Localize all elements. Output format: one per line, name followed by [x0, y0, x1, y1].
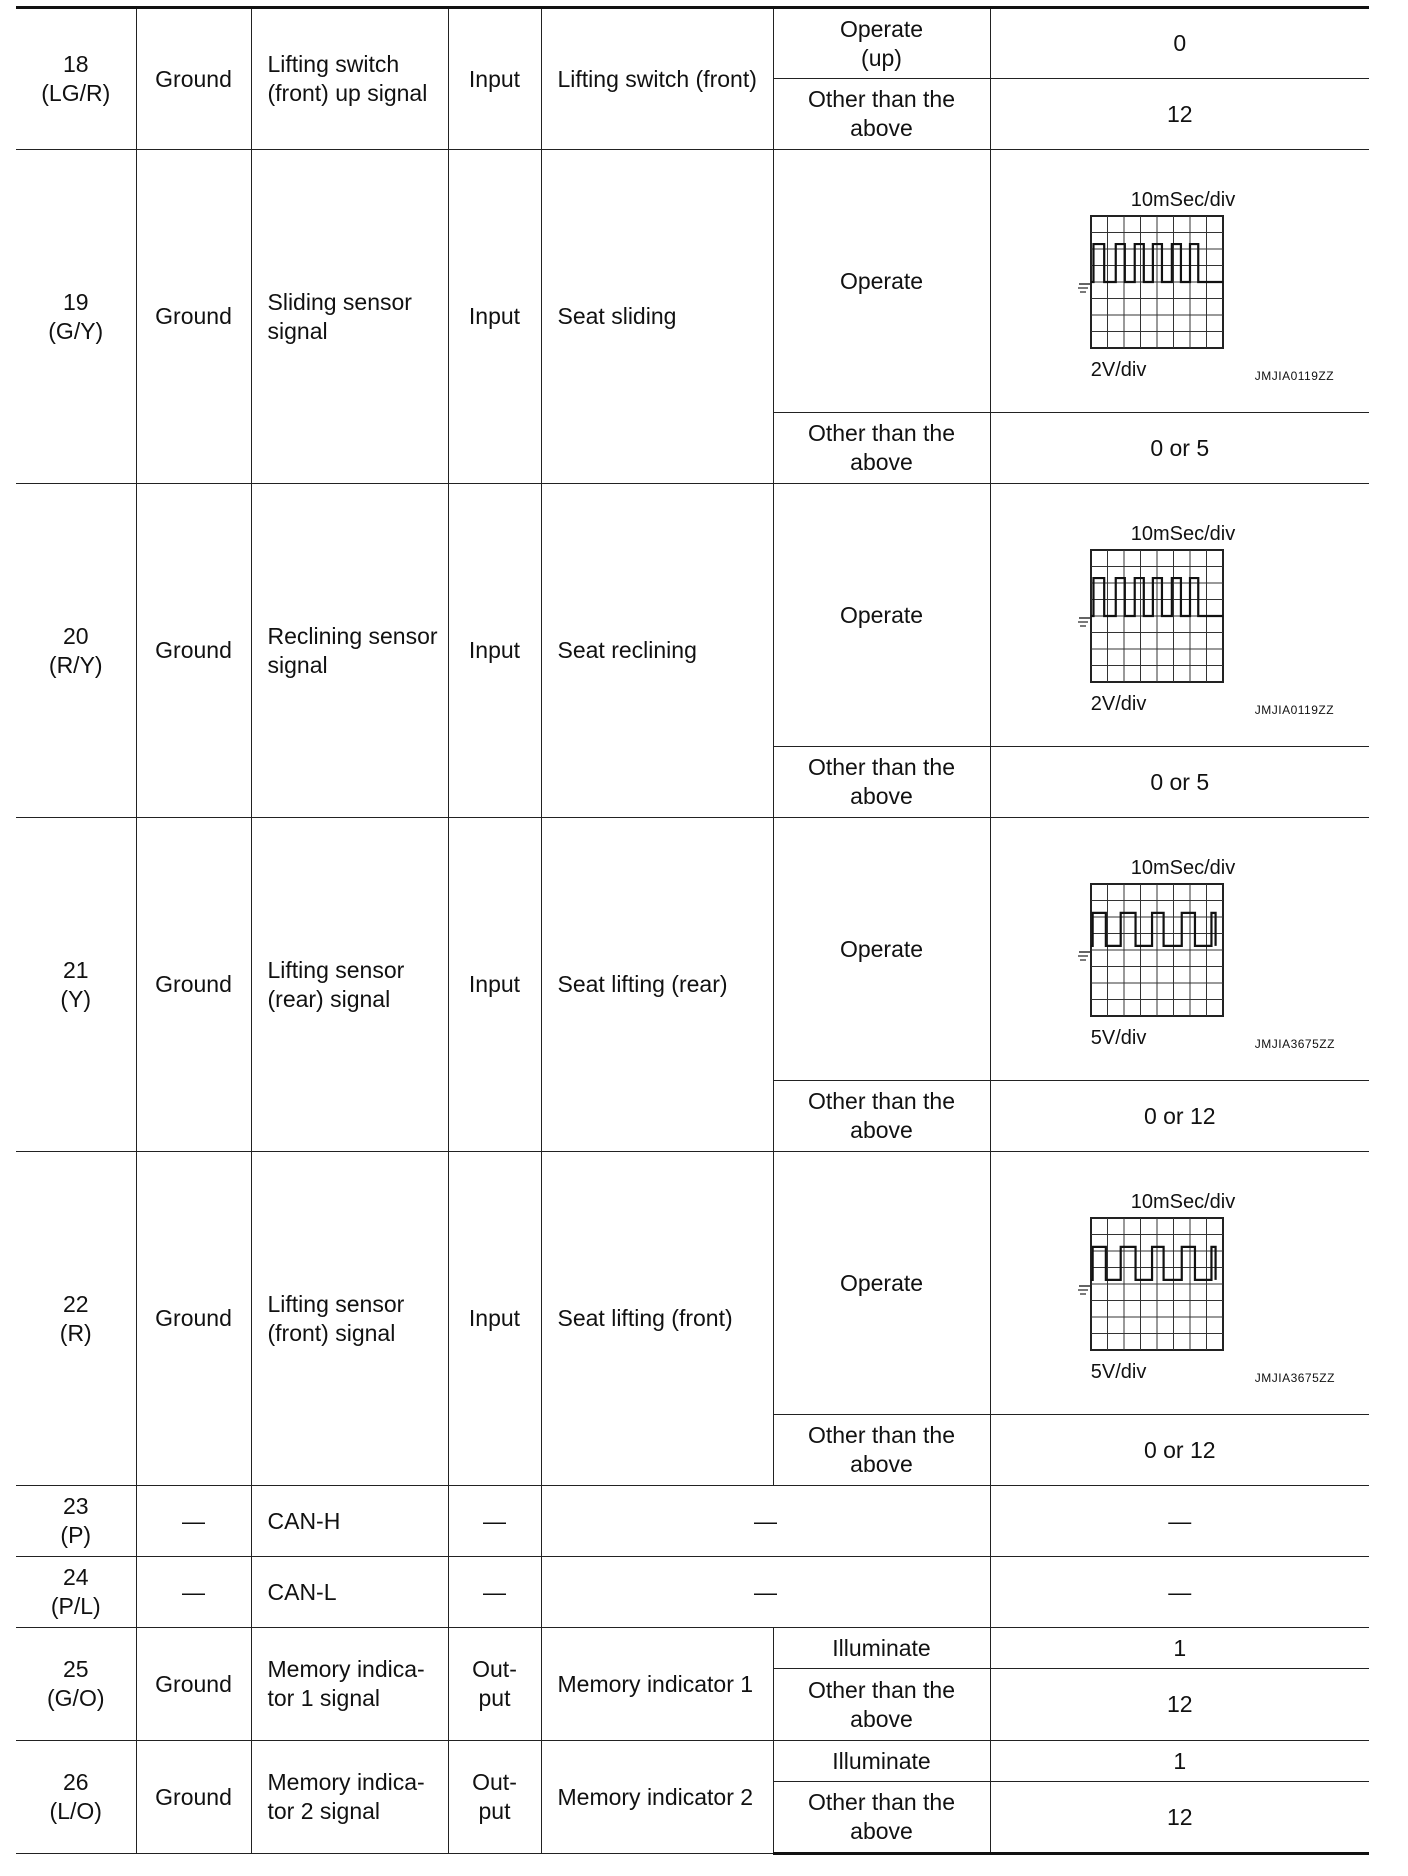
- terminal-table: [16, 6, 1369, 1855]
- value-cell: 12: [990, 1669, 1369, 1741]
- reference-cell: Ground: [136, 1741, 251, 1854]
- oscilloscope-figure: [1015, 844, 1345, 1054]
- reference-cell: Ground: [136, 818, 251, 1152]
- time-div-label: 10mSec/div: [1130, 857, 1236, 879]
- signal-name-cell: Lifting switch (front) up signal: [251, 8, 448, 150]
- state-cell: Other than the above: [773, 79, 990, 150]
- figure-id: JMJIA0119ZZ: [1254, 703, 1335, 717]
- io-cell: Input: [448, 150, 541, 484]
- state-cell: Other than the above: [773, 1782, 990, 1854]
- value-cell: 0 or 5: [990, 413, 1369, 484]
- io-cell: Out- put: [448, 1628, 541, 1741]
- waveform-trace: [1091, 913, 1216, 946]
- signal-name-cell: Lifting sensor (front) signal: [251, 1152, 448, 1486]
- signal-name-cell: CAN-L: [251, 1557, 448, 1628]
- waveform-cell: [990, 818, 1369, 1081]
- signal-name-cell: Reclining sensor signal: [251, 484, 448, 818]
- waveform-cell: [990, 484, 1369, 747]
- state-cell: Operate: [773, 484, 990, 747]
- signal-name-cell: Memory indica- tor 2 signal: [251, 1741, 448, 1854]
- signal-name-cell: Lifting sensor (rear) signal: [251, 818, 448, 1152]
- io-cell: —: [448, 1557, 541, 1628]
- state-cell: Other than the above: [773, 1669, 990, 1741]
- state-cell: Other than the above: [773, 747, 990, 818]
- state-cell: Illuminate: [773, 1741, 990, 1782]
- terminal-cell: 19 (G/Y): [16, 150, 136, 484]
- table-row: [16, 8, 1369, 79]
- state-cell: Other than the above: [773, 413, 990, 484]
- io-cell: —: [448, 1486, 541, 1557]
- terminal-cell: 20 (R/Y): [16, 484, 136, 818]
- reference-cell: Ground: [136, 1628, 251, 1741]
- value-cell: 0 or 12: [990, 1081, 1369, 1152]
- terminal-cell: 25 (G/O): [16, 1628, 136, 1741]
- terminal-cell: 22 (R): [16, 1152, 136, 1486]
- waveform-trace: [1091, 1247, 1216, 1280]
- reference-cell: Ground: [136, 484, 251, 818]
- state-cell: Operate: [773, 818, 990, 1081]
- io-cell: Input: [448, 1152, 541, 1486]
- condition-cell: —: [541, 1486, 990, 1557]
- volt-div-label: 5V/div: [1090, 1361, 1147, 1383]
- value-cell: 12: [990, 79, 1369, 150]
- table-row: [16, 1486, 1369, 1557]
- table-row: [16, 150, 1369, 413]
- value-cell: —: [990, 1486, 1369, 1557]
- terminal-cell: 23 (P): [16, 1486, 136, 1557]
- time-div-label: 10mSec/div: [1130, 523, 1236, 545]
- condition-cell: Seat lifting (rear): [541, 818, 773, 1152]
- value-cell: 0: [990, 8, 1369, 79]
- condition-cell: Seat lifting (front): [541, 1152, 773, 1486]
- volt-div-label: 2V/div: [1090, 359, 1147, 381]
- time-div-label: 10mSec/div: [1130, 1191, 1236, 1213]
- table-row: [16, 1152, 1369, 1415]
- waveform-cell: [990, 1152, 1369, 1415]
- reference-cell: —: [136, 1486, 251, 1557]
- reference-cell: —: [136, 1557, 251, 1628]
- figure-id: JMJIA3675ZZ: [1254, 1037, 1335, 1051]
- figure-id: JMJIA0119ZZ: [1254, 369, 1335, 383]
- condition-cell: Seat reclining: [541, 484, 773, 818]
- signal-name-cell: Memory indica- tor 1 signal: [251, 1628, 448, 1741]
- waveform-cell: [990, 150, 1369, 413]
- condition-cell: Memory indicator 2: [541, 1741, 773, 1854]
- terminal-cell: 18 (LG/R): [16, 8, 136, 150]
- terminal-cell: 24 (P/L): [16, 1557, 136, 1628]
- table-row: [16, 1741, 1369, 1782]
- state-cell: Operate (up): [773, 8, 990, 79]
- value-cell: 1: [990, 1628, 1369, 1669]
- volt-div-label: 2V/div: [1090, 693, 1147, 715]
- signal-name-cell: CAN-H: [251, 1486, 448, 1557]
- state-cell: Operate: [773, 150, 990, 413]
- condition-cell: —: [541, 1557, 990, 1628]
- state-cell: Other than the above: [773, 1415, 990, 1486]
- volt-div-label: 5V/div: [1090, 1027, 1147, 1049]
- table-row: [16, 818, 1369, 1081]
- condition-cell: Memory indicator 1: [541, 1628, 773, 1741]
- table-row: [16, 1557, 1369, 1628]
- value-cell: 0 or 5: [990, 747, 1369, 818]
- reference-cell: Ground: [136, 1152, 251, 1486]
- value-cell: 12: [990, 1782, 1369, 1854]
- value-cell: 0 or 12: [990, 1415, 1369, 1486]
- terminal-cell: 26 (L/O): [16, 1741, 136, 1854]
- state-cell: Illuminate: [773, 1628, 990, 1669]
- table-row: [16, 484, 1369, 747]
- io-cell: Input: [448, 818, 541, 1152]
- terminal-cell: 21 (Y): [16, 818, 136, 1152]
- io-cell: Out- put: [448, 1741, 541, 1854]
- io-cell: Input: [448, 484, 541, 818]
- signal-name-cell: Sliding sensor signal: [251, 150, 448, 484]
- time-div-label: 10mSec/div: [1130, 189, 1236, 211]
- state-cell: Operate: [773, 1152, 990, 1415]
- value-cell: 1: [990, 1741, 1369, 1782]
- reference-cell: Ground: [136, 150, 251, 484]
- state-cell: Other than the above: [773, 1081, 990, 1152]
- oscilloscope-figure: [1015, 176, 1345, 386]
- table-row: [16, 1628, 1369, 1669]
- condition-cell: Lifting switch (front): [541, 8, 773, 150]
- reference-cell: Ground: [136, 8, 251, 150]
- figure-id: JMJIA3675ZZ: [1254, 1371, 1335, 1385]
- value-cell: —: [990, 1557, 1369, 1628]
- condition-cell: Seat sliding: [541, 150, 773, 484]
- oscilloscope-figure: [1015, 1178, 1345, 1388]
- io-cell: Input: [448, 8, 541, 150]
- oscilloscope-figure: [1015, 510, 1345, 720]
